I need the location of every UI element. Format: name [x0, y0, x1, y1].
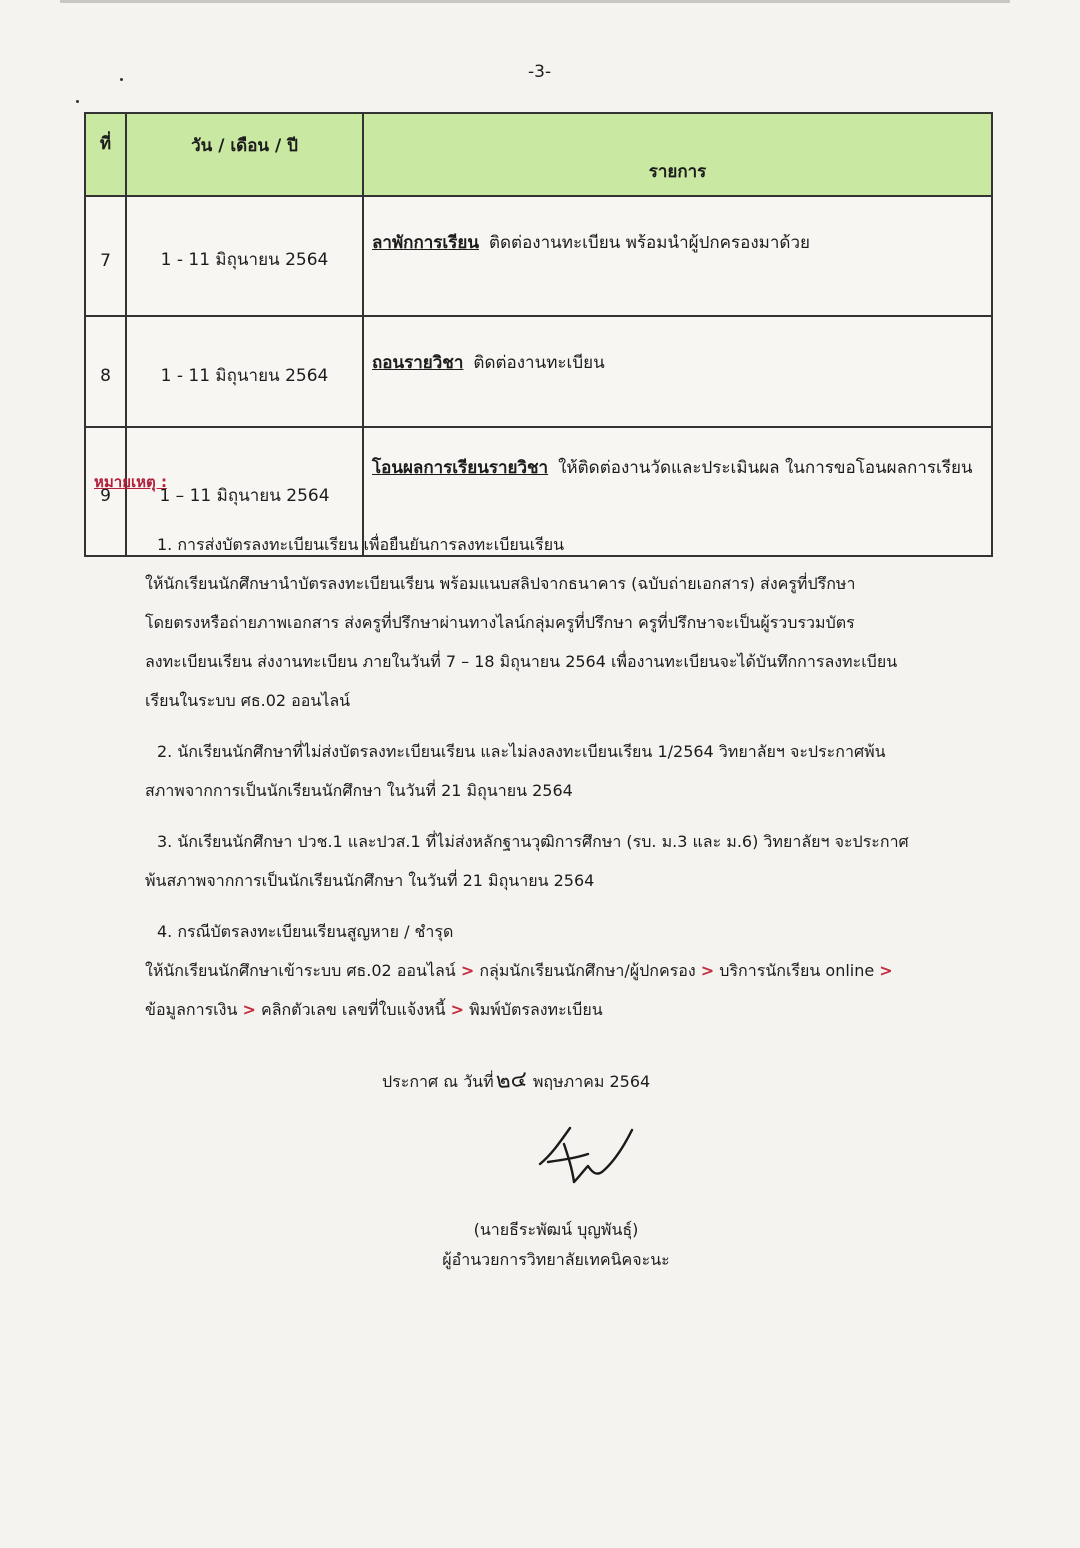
signer-block: [436, 1215, 676, 1275]
remark-item: [145, 822, 1015, 900]
remark-line: เรียนในระบบ ศธ.02 ออนไลน์: [145, 691, 351, 710]
remark-item: [145, 912, 1015, 1029]
header-number: ที่: [85, 113, 126, 196]
signer-position: ผู้อำนวยการวิทยาลัยเทคนิคจะนะ: [442, 1250, 670, 1269]
arrow-icon: >: [700, 961, 715, 980]
scan-speck: [76, 100, 79, 103]
announce-suffix: พฤษภาคม 2564: [532, 1072, 651, 1091]
remark-line: 1. การส่งบัตรลงทะเบียนเรียน เพื่อยืนยันการลงทะเบียนเรียน: [157, 535, 565, 554]
announcement-date: [382, 1062, 650, 1097]
row-detail: ติดต่องานทะเบียน พร้อมนำผู้ปกครองมาด้วย: [488, 233, 810, 253]
row-number: 9: [85, 427, 126, 556]
page-number: -3-: [528, 62, 552, 82]
remark-line: โดยตรงหรือถ่ายภาพเอกสาร ส่งครูที่ปรึกษาผ่านทางไลน์กลุ่มครูที่ปรึกษา ครูที่ปรึกษาจะเป็นผู้รวบรวมบัตร: [145, 613, 855, 632]
table-row: [85, 316, 992, 427]
path-step: พิมพ์บัตรลงทะเบียน: [469, 1000, 603, 1019]
row-detail: ติดต่องานทะเบียน: [473, 353, 605, 373]
remark-line: พ้นสภาพจากการเป็นนักเรียนนักศึกษา ในวันที่ 21 มิถุนายน 2564: [145, 871, 595, 890]
remark-item: [145, 732, 1015, 810]
remark-label: หมายเหตุ :: [94, 473, 167, 491]
path-step: บริการนักเรียน online: [719, 961, 875, 980]
arrow-icon: >: [450, 1000, 465, 1019]
scan-edge: [60, 0, 1010, 3]
remark-line: 2. นักเรียนนักศึกษาที่ไม่ส่งบัตรลงทะเบียนเรียน และไม่ลงลงทะเบียนเรียน 1/2564 วิทยาลัยฯ จะประกาศพ้น: [157, 742, 886, 761]
row-item: [363, 316, 992, 427]
arrow-icon: >: [879, 961, 893, 980]
header-date: วัน / เดือน / ปี: [126, 113, 363, 196]
row-title: ถอนรายวิชา: [372, 353, 464, 373]
row-detail: ให้ติดต่องานวัดและประเมินผล ในการขอโอนผลการเรียน: [558, 458, 973, 478]
path-step: คลิกตัวเลข เลขที่ใบแจ้งหนี้: [260, 1000, 446, 1019]
signer-name: (นายธีระพัฒน์ บุญพันธุ์): [473, 1220, 639, 1239]
row-number: 8: [85, 316, 126, 427]
remark-line: 3. นักเรียนนักศึกษา ปวช.1 และปวส.1 ที่ไม่ส่งหลักฐานวุฒิการศึกษา (รบ. ม.3 และ ม.6) วิทยาลัยฯ จะประกาศ: [157, 832, 909, 851]
row-title: โอนผลการเรียนรายวิชา: [372, 458, 549, 478]
remarks-list: [145, 525, 1015, 1041]
remark-item: [145, 525, 1015, 720]
remark-path-line: [145, 951, 1015, 990]
row-number: 7: [85, 196, 126, 316]
header-item: รายการ: [363, 113, 992, 196]
path-step: ข้อมูลการเงิน: [145, 1000, 238, 1019]
schedule-table: [84, 112, 993, 557]
remark-line: 4. กรณีบัตรลงทะเบียนเรียนสูญหาย / ชำรุด: [157, 922, 454, 941]
table-row: [85, 196, 992, 316]
signature-icon: [530, 1120, 640, 1195]
scan-speck: [120, 78, 123, 81]
row-item: [363, 196, 992, 316]
row-date: 1 – 11 มิถุนายน 2564: [126, 427, 363, 556]
remark-path-line: [145, 990, 1015, 1029]
handwritten-day: ๒๔: [494, 1066, 528, 1095]
arrow-icon: >: [242, 1000, 256, 1019]
announce-prefix: ประกาศ ณ วันที่: [382, 1072, 494, 1091]
remark-line: สภาพจากการเป็นนักเรียนนักศึกษา ในวันที่ 21 มิถุนายน 2564: [145, 781, 573, 800]
remark-line: ให้นักเรียนนักศึกษานำบัตรลงทะเบียนเรียน พร้อมแนบสลิปจากธนาคาร (ฉบับถ่ายเอกสาร) ส่งครูที่ปรึกษา: [145, 574, 856, 593]
arrow-icon: >: [460, 961, 475, 980]
path-step: กลุ่มนักเรียนนักศึกษา/ผู้ปกครอง: [479, 961, 696, 980]
remark-line: ลงทะเบียนเรียน ส่งงานทะเบียน ภายในวันที่ 7 – 18 มิถุนายน 2564 เพื่องานทะเบียนจะได้บันทึกการลงทะเบียน: [145, 652, 898, 671]
path-step: ให้นักเรียนนักศึกษาเข้าระบบ ศธ.02 ออนไลน์: [145, 961, 456, 980]
row-date: 1 - 11 มิถุนายน 2564: [126, 196, 363, 316]
row-date: 1 - 11 มิถุนายน 2564: [126, 316, 363, 427]
table-header-row: [85, 113, 992, 196]
row-title: ลาพักการเรียน: [372, 233, 479, 253]
